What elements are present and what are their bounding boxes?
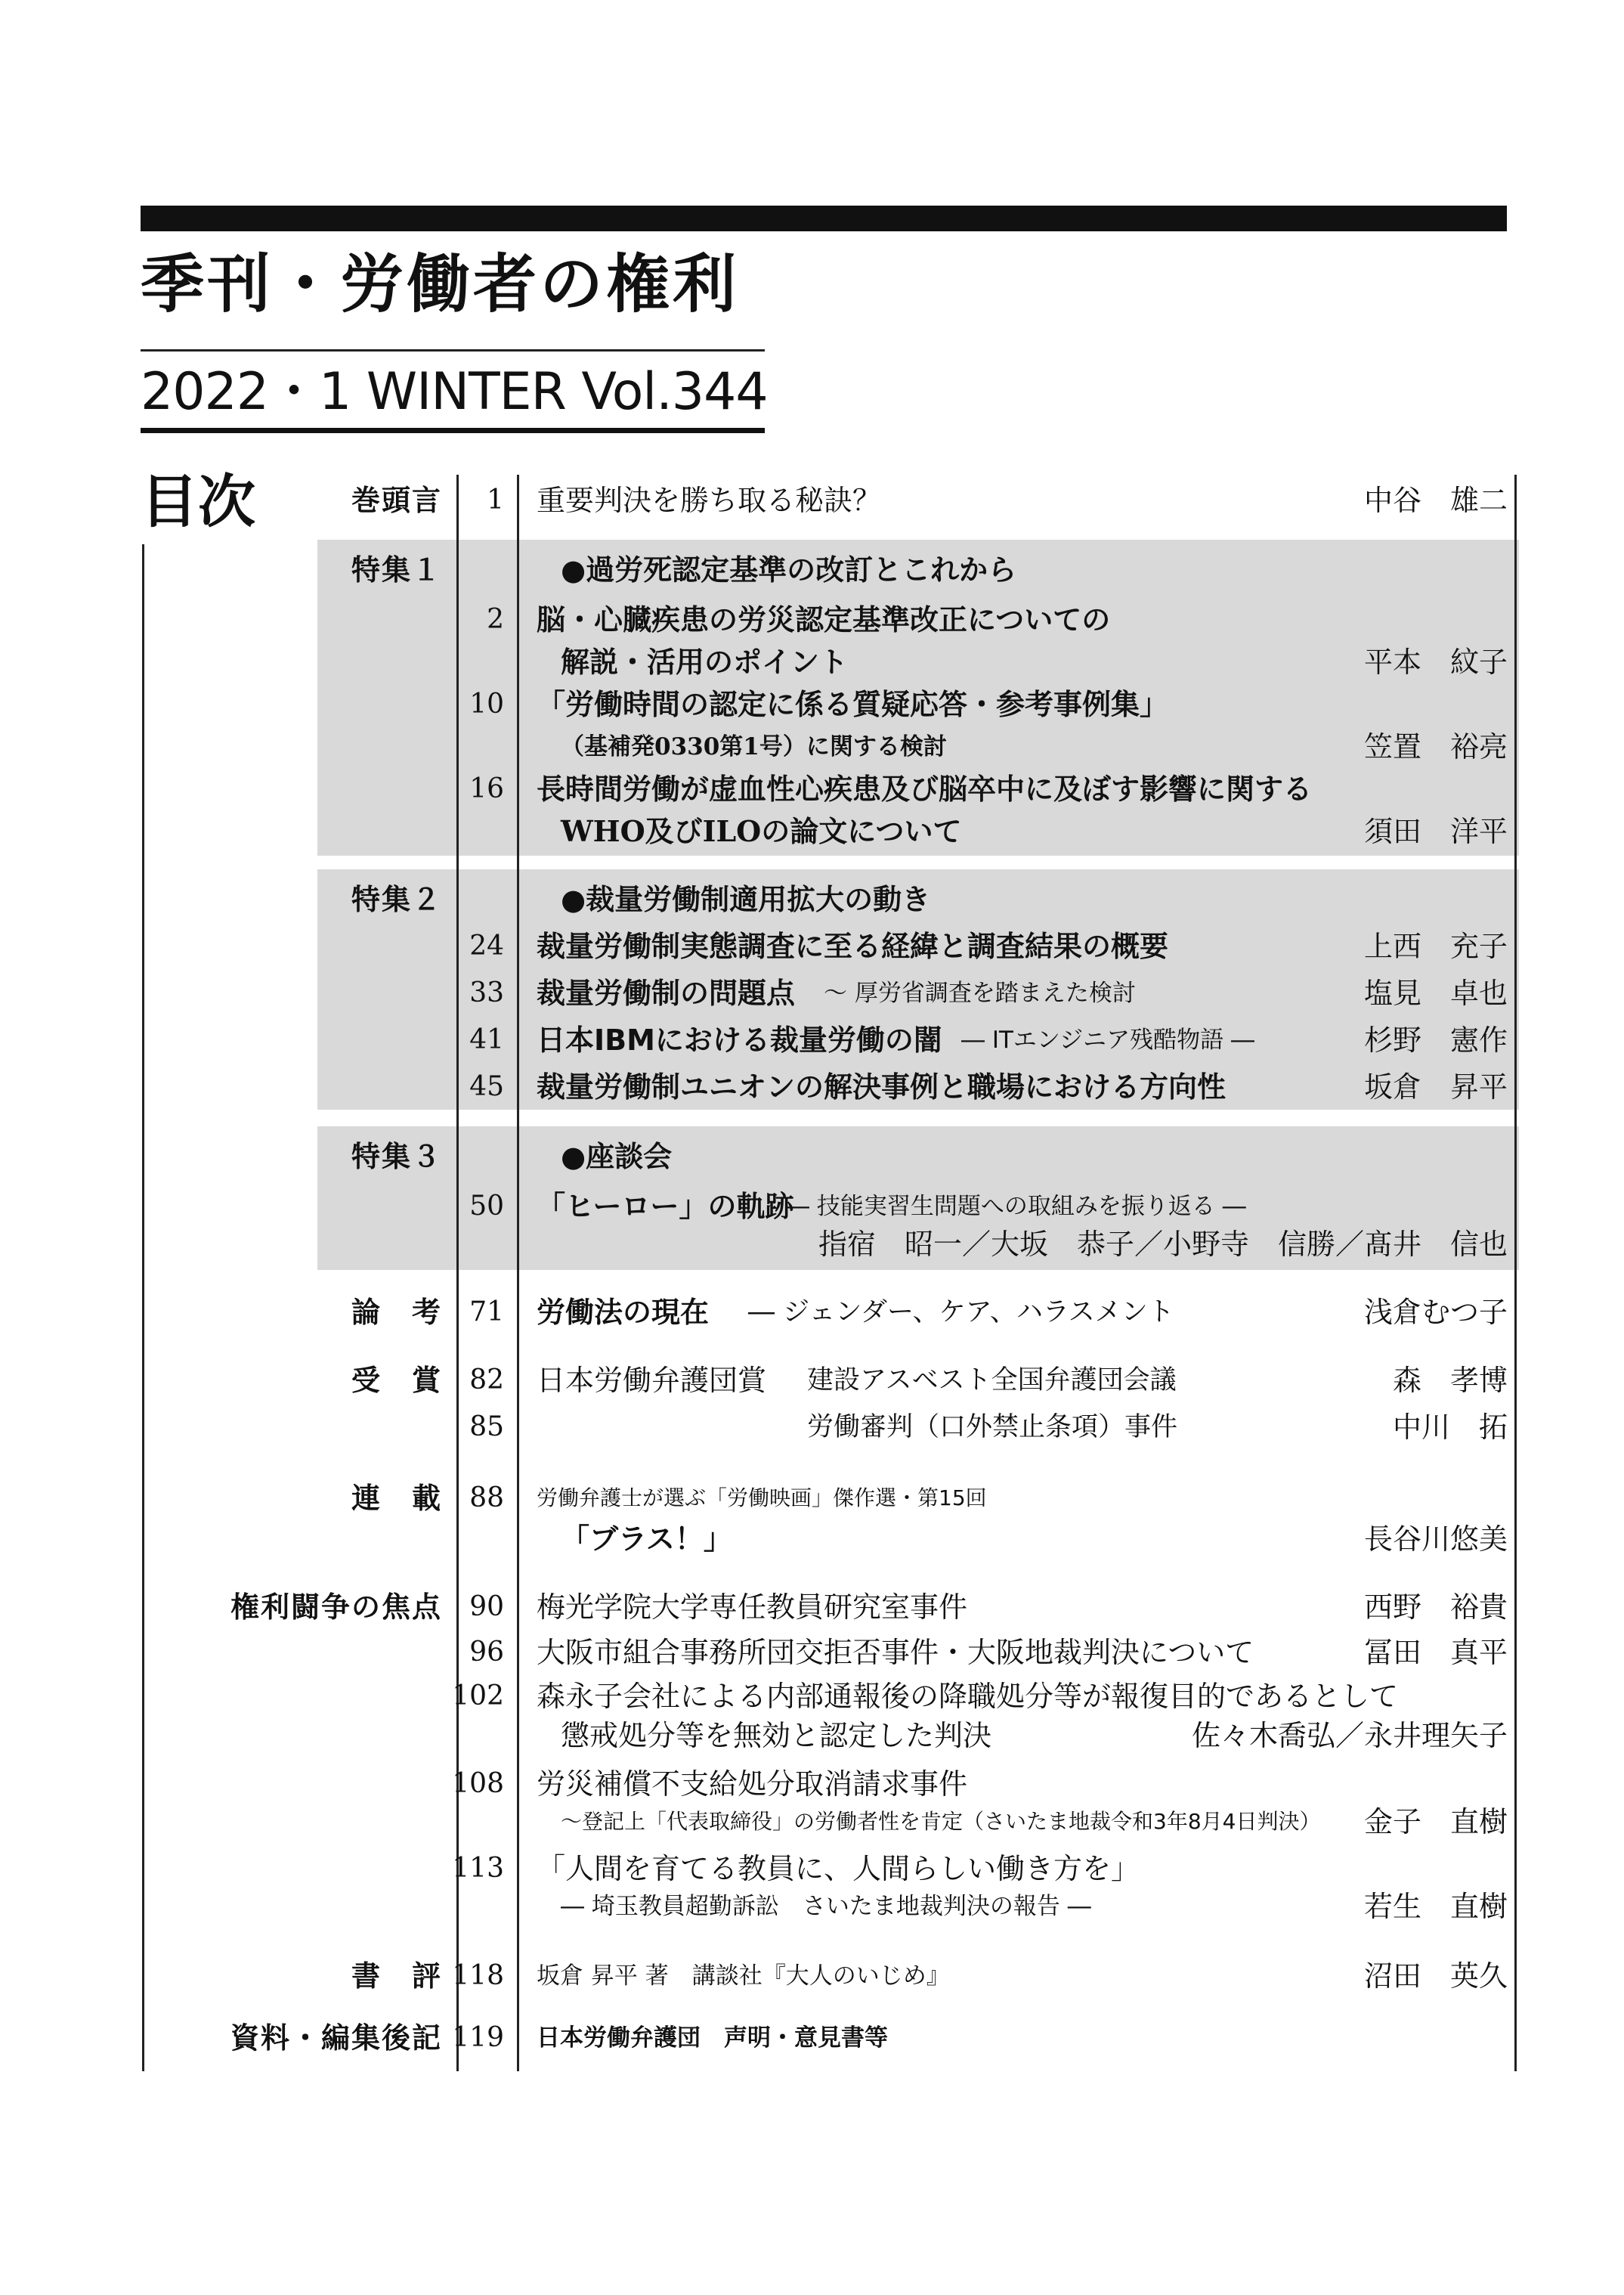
page-number: 1	[487, 485, 504, 516]
toc-entry	[0, 478, 1624, 523]
section-label: 特集２	[351, 883, 442, 916]
entry-title: 長時間労働が虚血性心疾患及び脳卒中に及ぼす影響に関する	[537, 772, 1313, 806]
entry-author: 坂倉 昇平	[1363, 1070, 1508, 1104]
page-number: 33	[469, 977, 504, 1008]
entry-title: 日本労働弁護団 声明・意見書等	[537, 2024, 888, 2052]
page-number: 16	[469, 773, 504, 804]
toc-entry	[0, 2015, 1624, 2061]
entry-author: 中川 拓	[1392, 1411, 1508, 1444]
toc-entry-cont	[0, 1222, 1624, 1267]
entry-subtitle: 懲戒処分等を無効と認定した判決	[561, 1719, 992, 1752]
entry-author: 佐々木喬弘／永井理矢子	[1191, 1719, 1508, 1752]
entry-title: 裁量労働制ユニオンの解決事例と職場における方向性	[537, 1070, 1227, 1104]
entry-subtitle: WHO及びILOの論文について	[561, 814, 962, 848]
entry-note: ― ジェンダー、ケア、ハラスメント	[748, 1297, 1174, 1327]
section-label: 巻頭言	[351, 484, 442, 517]
toc-entry	[0, 1674, 1624, 1719]
entry-title: 労働弁護士が選ぶ「労働映画」傑作選・第15回	[537, 1485, 987, 1510]
roundtable-participants: 指宿 昭一／大坂 恭子／小野寺 信勝／髙井 信也	[818, 1228, 1508, 1261]
issue-label: 2022・1 WINTER Vol.344	[141, 362, 768, 422]
toc-entry	[0, 1358, 1624, 1403]
entry-author: 中谷 雄二	[1363, 484, 1508, 517]
page-number: 2	[487, 604, 504, 635]
page-number: 41	[469, 1024, 504, 1055]
entry-title: 労災補償不支給処分取消請求事件	[537, 1767, 968, 1801]
section-label: 連 載	[351, 1482, 442, 1515]
entry-title: 大阪市組合事務所団交拒否事件・大阪地裁判決について	[537, 1636, 1254, 1669]
page-number: 10	[469, 689, 504, 720]
section-label: 権利闘争の焦点	[230, 1590, 442, 1624]
magazine-title: 季刊・労働者の権利	[141, 246, 740, 321]
toc-entry	[0, 1476, 1624, 1521]
section-label: 書 評	[351, 1959, 442, 1993]
page-number: 90	[469, 1591, 504, 1622]
toc-entry-cont	[0, 1516, 1624, 1562]
toc-heading: 目次	[141, 468, 255, 535]
entry-author: 金子 直樹	[1363, 1805, 1508, 1838]
toc-entry	[0, 1953, 1624, 1999]
entry-title: 労働法の現在	[537, 1296, 710, 1329]
section-label: 資料・編集後記	[230, 2021, 442, 2055]
entry-author: 須田 洋平	[1363, 815, 1508, 848]
section-label: 受 賞	[351, 1364, 442, 1397]
entry-author: 笠置 裕亮	[1363, 730, 1508, 763]
toc-entry	[0, 1630, 1624, 1675]
entry-author: 長谷川悠美	[1363, 1522, 1508, 1556]
page-number: 113	[452, 1853, 504, 1884]
toc-entry-cont	[0, 809, 1624, 854]
toc-entry-cont	[0, 1799, 1624, 1844]
entry-title: 「人間を育てる教員に、人間らしい働き方を」	[537, 1852, 1140, 1885]
entry-subtitle: ― 埼玉教員超勤訴訟 さいたま地裁判決の報告 ―	[561, 1893, 1091, 1920]
entry-note: ― ITエンジニア残酷物語 ―	[961, 1027, 1255, 1054]
entry-author: 平本 紋子	[1363, 646, 1508, 679]
toc-entry-cont	[0, 1884, 1624, 1929]
page-number: 102	[452, 1680, 504, 1711]
entry-title: 脳・心臓疾患の労災認定基準改正についての	[537, 602, 1111, 636]
entry-note: ― 技能実習生問題への取組みを振り返る ―	[786, 1193, 1246, 1220]
entry-subtitle: 「ブラス！」	[561, 1522, 732, 1556]
entry-title: 「労働時間の認定に係る質疑応答・参考事例集」	[537, 687, 1169, 721]
feature-heading	[0, 547, 1624, 593]
entry-title: 裁量労働制の問題点	[537, 977, 796, 1010]
toc-entry	[0, 1017, 1624, 1063]
entry-title: 重要判決を勝ち取る秘訣？	[537, 484, 882, 517]
toc-entry-cont	[0, 1713, 1624, 1758]
entry-author: 森 孝博	[1392, 1364, 1508, 1397]
page-number: 118	[452, 1960, 504, 1991]
entry-title: 「ヒーロー」の軌跡	[537, 1189, 794, 1223]
section-label: 特集１	[351, 553, 442, 587]
entry-title: 坂倉 昇平 著 講談社『大人のいじめ』	[537, 1962, 950, 1990]
toc-entry-cont	[0, 640, 1624, 685]
page-number: 96	[469, 1637, 504, 1668]
entry-note: ～ 厚労省調査を踏まえた検討	[824, 980, 1136, 1007]
title-rule	[141, 349, 765, 352]
entry-title: 梅光学院大学専任教員研究室事件	[537, 1590, 968, 1624]
entry-author: 西野 裕貴	[1363, 1590, 1508, 1624]
page-number: 71	[469, 1296, 504, 1327]
page-number: 119	[452, 2022, 504, 2053]
entry-note: 建設アスベスト全国弁護団会議	[807, 1365, 1177, 1395]
toc-entry	[0, 1405, 1624, 1450]
feature-title: ●過労死認定基準の改訂とこれから	[561, 553, 1017, 587]
toc-entry	[0, 767, 1624, 812]
entry-author: 浅倉むつ子	[1363, 1296, 1508, 1329]
entry-author: 冨田 真平	[1363, 1636, 1508, 1669]
page-number: 85	[469, 1411, 504, 1442]
page-number: 88	[469, 1482, 504, 1513]
page-number: 50	[469, 1191, 504, 1222]
page-number: 45	[469, 1071, 504, 1102]
entry-note: 労働審判（口外禁止条項）事件	[807, 1412, 1178, 1442]
section-label: 特集３	[351, 1140, 442, 1173]
entry-author: 杉野 憲作	[1363, 1024, 1508, 1057]
toc-entry	[0, 682, 1624, 727]
feature-heading	[0, 1134, 1624, 1179]
entry-title: 森永子会社による内部通報後の降職処分等が報復目的であるとして	[537, 1680, 1399, 1713]
toc-entry	[0, 597, 1624, 643]
toc-entry	[0, 924, 1624, 969]
entry-subtitle: 解説・活用のポイント	[561, 645, 849, 679]
entry-author: 上西 充子	[1363, 930, 1508, 963]
page-number: 24	[469, 931, 504, 962]
toc-entry	[0, 1064, 1624, 1110]
entry-author: 塩見 卓也	[1363, 977, 1508, 1010]
entry-subtitle: ～登記上「代表取締役」の労働者性を肯定（さいたま地裁令和3年8月4日判決）	[561, 1809, 1321, 1834]
feature-title: ●裁量労働制適用拡大の動き	[561, 883, 931, 916]
toc-entry	[0, 971, 1624, 1016]
toc-entry-cont	[0, 724, 1624, 770]
section-label: 論 考	[351, 1296, 442, 1329]
entry-title: 日本IBMにおける裁量労働の闇	[537, 1024, 942, 1057]
feature-title: ●座談会	[561, 1140, 673, 1173]
entry-title: 裁量労働制実態調査に至る経緯と調査結果の概要	[537, 930, 1169, 963]
header-bar	[141, 206, 1507, 231]
entry-author: 沼田 英久	[1363, 1959, 1508, 1993]
page-number: 82	[469, 1364, 504, 1395]
toc-entry	[0, 1584, 1624, 1630]
entry-subtitle: （基補発0330第1号）に関する検討	[561, 733, 947, 760]
page-number: 108	[452, 1768, 504, 1799]
feature-heading	[0, 877, 1624, 922]
entry-author: 若生 直樹	[1363, 1890, 1508, 1923]
toc-entry	[0, 1290, 1624, 1335]
entry-title: 日本労働弁護団賞	[537, 1364, 767, 1397]
issue-rule	[141, 428, 765, 433]
